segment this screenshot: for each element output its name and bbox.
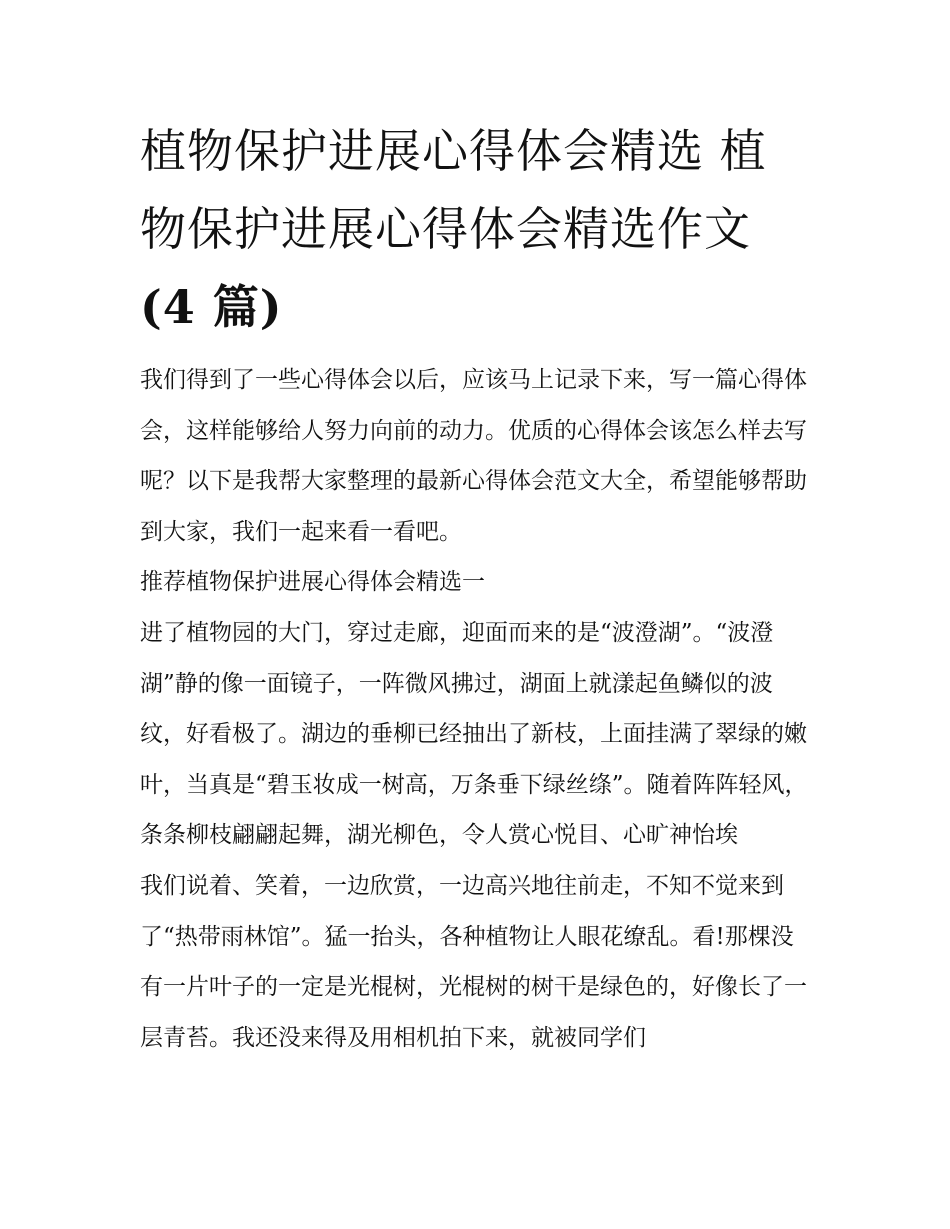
intro-paragraph: 我们得到了一些心得体会以后，应该马上记录下来，写一篇心得体会，这样能够给人努力向前的动力。优质的心得体会该怎么样去写呢？以下是我帮大家整理的最新心得体会范文大全，希望能够帮助到大家，我们一起来看一看吧。: [140, 367, 807, 545]
section-heading: 推荐植物保护进展心得体会精选一: [140, 569, 485, 596]
document-body: [140, 355, 812, 1063]
title-suffix: (4 篇): [140, 280, 283, 334]
title-main: 植物保护进展心得体会精选 植物保护进展心得体会精选作文: [140, 124, 767, 256]
body-paragraph: 我们说着、笑着，一边欣赏，一边高兴地往前走，不知不觉来到了“热带雨林馆”。猛一抬头，各种植物让人眼花缭乱。看!那棵没有一片叶子的一定是光棍树，光棍树的树干是绿色的，好像长了一层青苔。我还没来得及用相机拍下来，就被同学们: [140, 872, 807, 1051]
body-paragraph: 进了植物园的大门，穿过走廊，迎面而来的是“波澄湖”。“波澄湖”静的像一面镜子，一阵微风拂过，湖面上就漾起鱼鳞似的波纹，好看极了。湖边的垂柳已经抽出了新枝，上面挂满了翠绿的嫩叶，当真是“碧玉妆成一树高，万条垂下绿丝绦”。随着阵阵轻风，条条柳枝翩翩起舞，湖光柳色，令人赏心悦目、心旷神怡埃: [140, 619, 808, 849]
document-title: [140, 112, 812, 346]
